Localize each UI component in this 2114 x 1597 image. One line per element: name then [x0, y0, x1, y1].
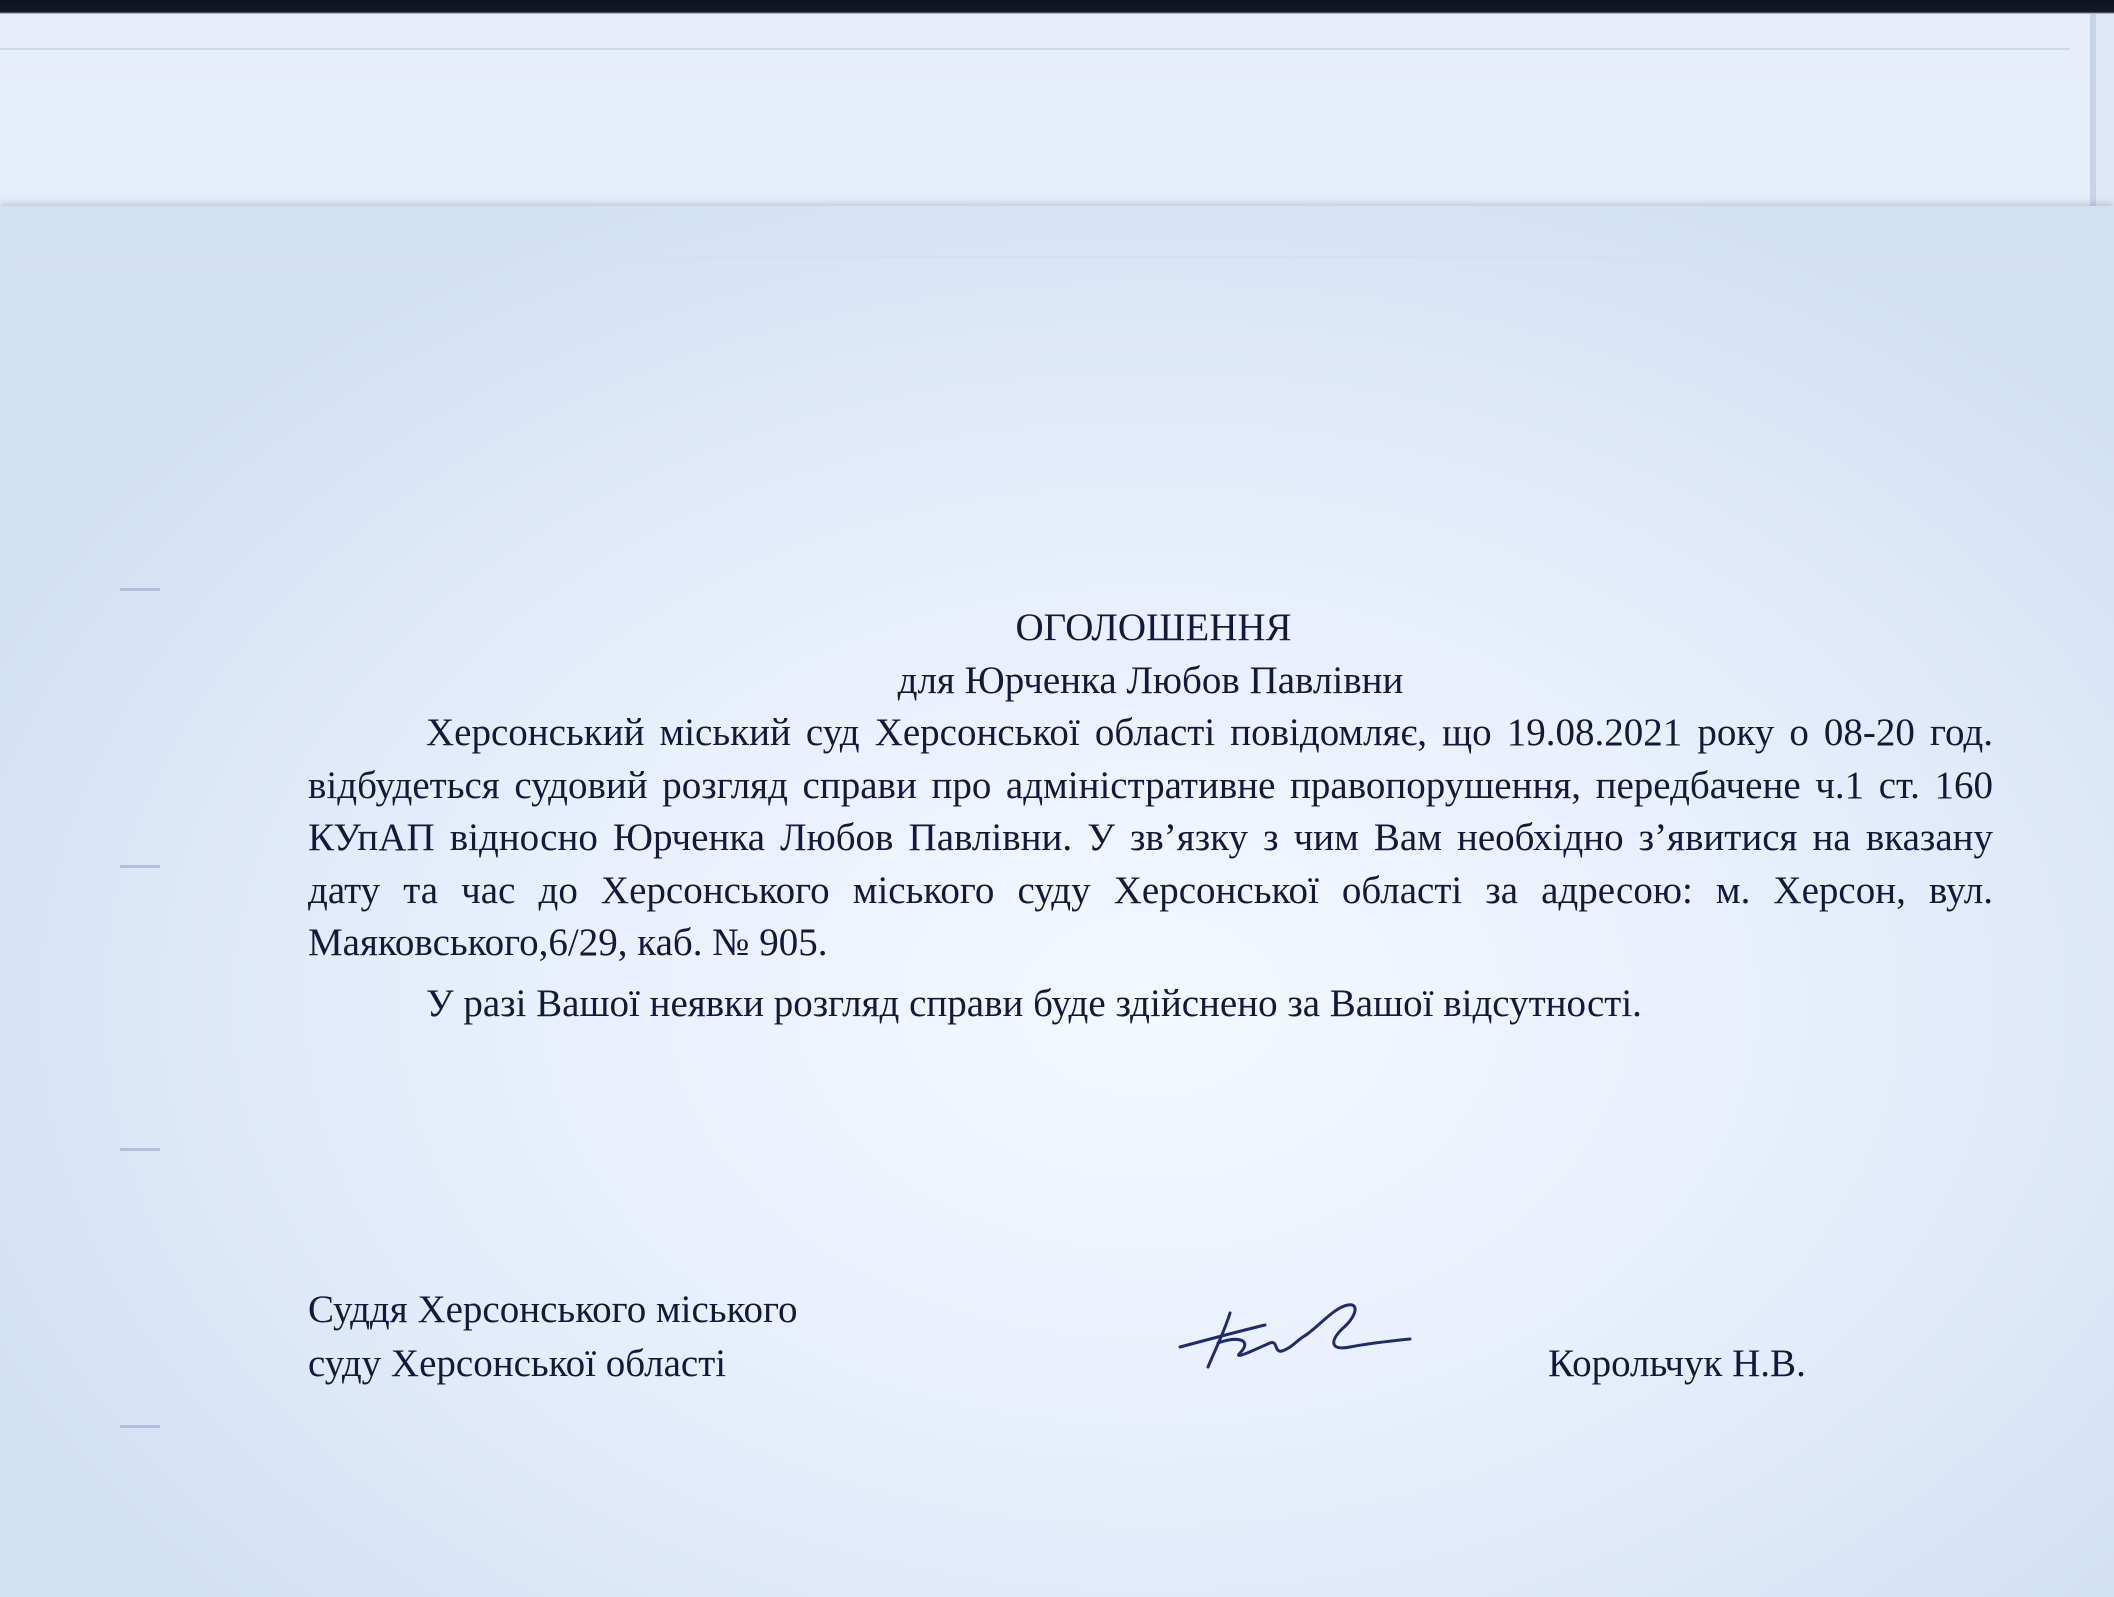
judge-title-line: суду Херсонської області: [308, 1342, 727, 1385]
margin-mark: [120, 1148, 160, 1151]
notice-addressee: для Юрченка Любов Павлівни: [897, 658, 1404, 702]
notice-absence-paragraph: У разі Вашої неявки розгляд справи буде здійснено за Вашої відсутності.: [426, 981, 1642, 1025]
paper-edge-line: [10, 256, 2070, 258]
margin-mark: [120, 1425, 160, 1428]
judge-title-line: Суддя Херсонського міського: [308, 1288, 798, 1331]
notice-body-paragraph: Херсонський міський суд Херсонської області повідомляє, що 19.08.2021 року о 08-20 год. відбудеться судовий розгляд справи про адміністративне правопорушення, передбачене ч.1 ст. 160 КУпАП відносно Юрченка Любов Павлівни. У зв’язку з чим Вам необхідно з’явитися на вказану дату та час до Херсонського міського суду Херсонської області за адресою: м. Херсон, вул. Маяковського,6/29, каб. № 905.: [308, 711, 1993, 964]
judge-name: Корольчук Н.В.: [1548, 1342, 1806, 1385]
judge-title: [308, 1283, 798, 1391]
margin-mark: [120, 588, 160, 591]
margin-mark: [120, 865, 160, 868]
paper-edge-line: [0, 48, 2070, 50]
handwritten-signature-icon: [1170, 1295, 1420, 1375]
notice-document: [308, 602, 1993, 1030]
notice-title: ОГОЛОШЕННЯ: [1015, 606, 1292, 649]
